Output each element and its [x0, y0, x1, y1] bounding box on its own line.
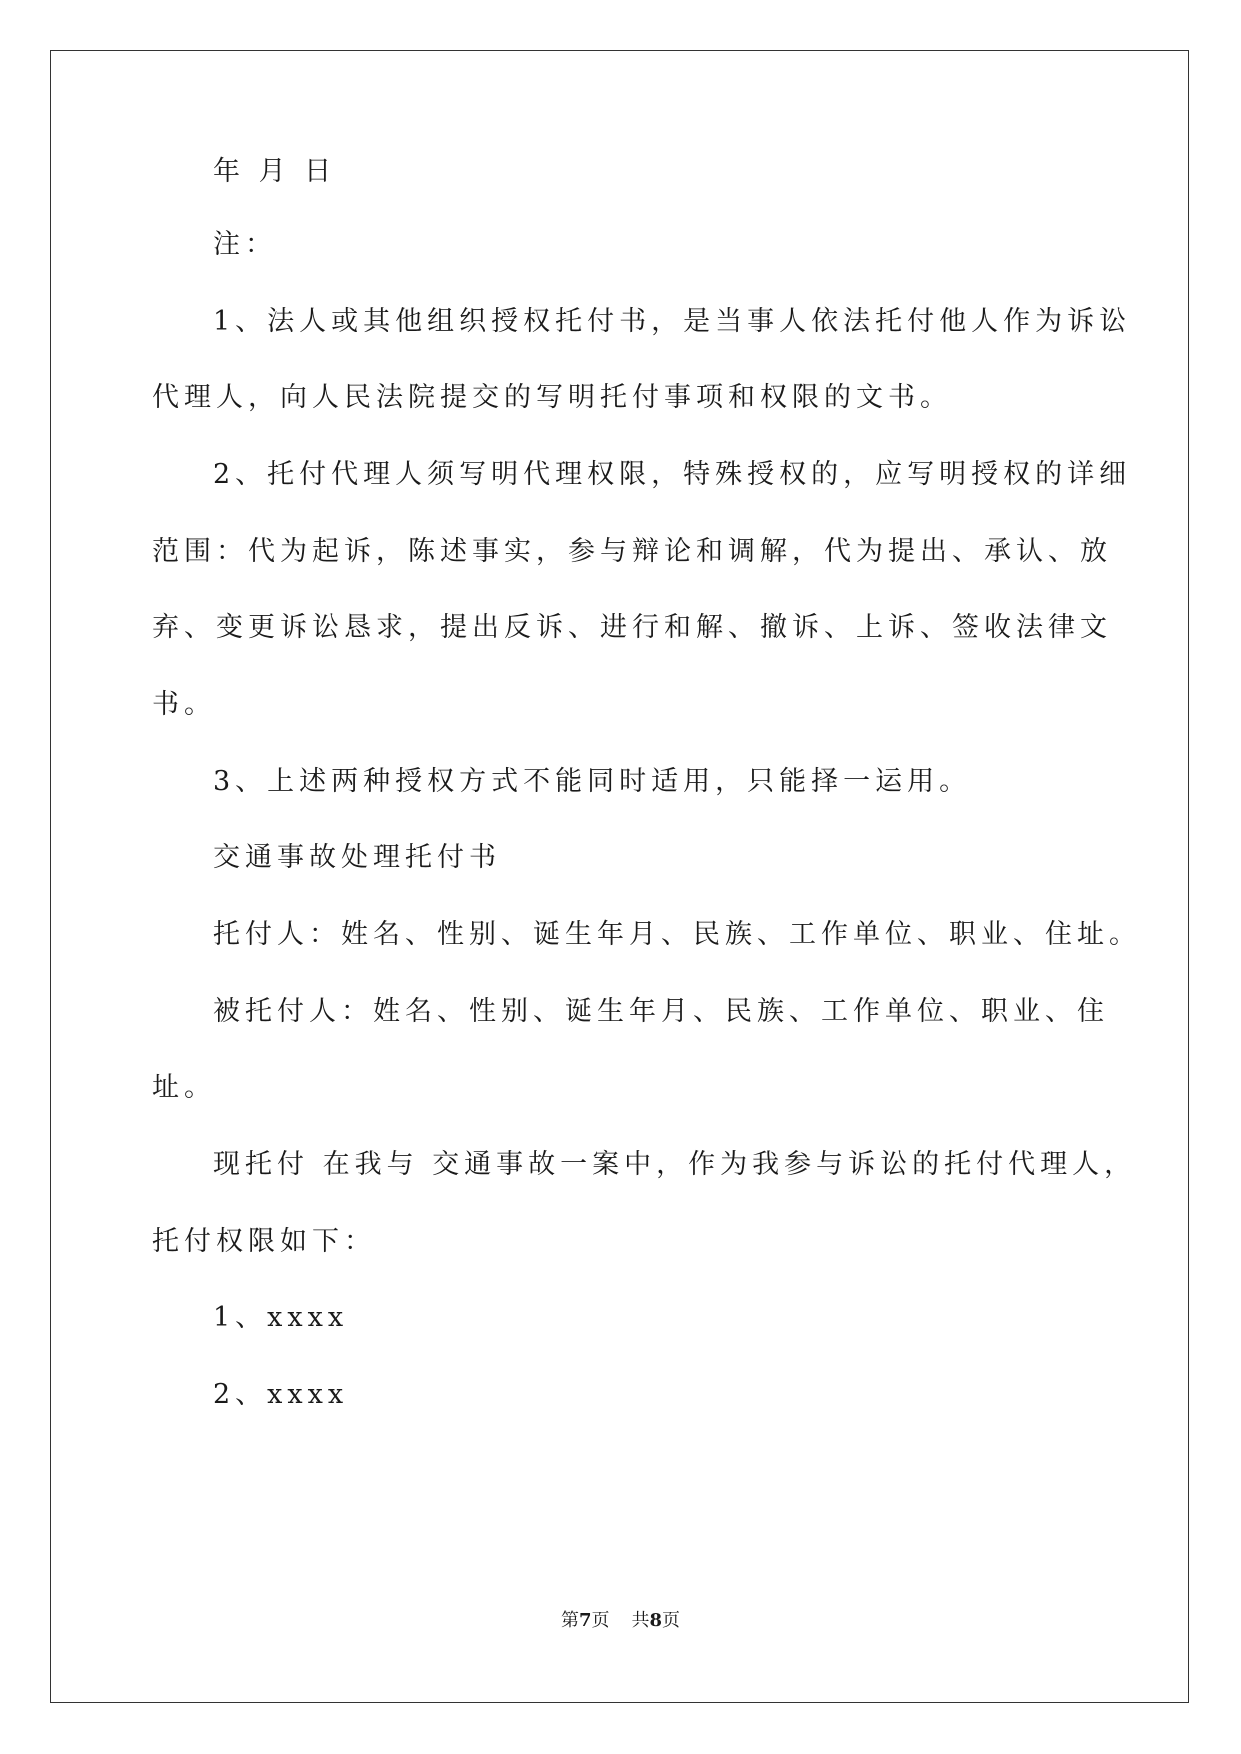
page-border [50, 50, 1189, 1703]
page-unit: 页 [591, 1610, 610, 1631]
principal-line: 托付人：姓名、性别、诞生年月、民族、工作单位、职业、住址。 [213, 919, 1141, 950]
agent-line-1: 被托付人：姓名、性别、诞生年月、民族、工作单位、职业、住 [213, 996, 1109, 1027]
note-1-line-2: 代理人，向人民法院提交的写明托付事项和权限的文书。 [152, 382, 952, 413]
note-2-line-1: 2、托付代理人须写明代理权限，特殊授权的，应写明授权的详细 [213, 459, 1132, 490]
note-2-line-3: 弃、变更诉讼恳求，提出反诉、进行和解、撤诉、上诉、签收法律文 [152, 612, 1112, 643]
note-2-line-4: 书。 [152, 689, 216, 720]
page-current: 7 [578, 1610, 592, 1631]
authority-item-1: 1、xxxx [213, 1302, 349, 1333]
total-unit: 页 [662, 1610, 681, 1631]
page-total: 8 [649, 1610, 663, 1631]
note-3-line: 3、上述两种授权方式不能同时适用，只能择一运用。 [213, 766, 972, 797]
note-1-line-1: 1、法人或其他组织授权托付书，是当事人依法托付他人作为诉讼 [213, 306, 1132, 337]
note-2-line-2: 范围：代为起诉，陈述事实，参与辩论和调解，代为提出、承认、放 [152, 536, 1112, 567]
entrust-line-1: 现托付 在我与 交通事故一案中，作为我参与诉讼的托付代理人， [213, 1149, 1137, 1180]
agent-line-2: 址。 [152, 1072, 216, 1103]
page-prefix: 第 [560, 1610, 579, 1631]
authority-item-2: 2、xxxx [213, 1379, 349, 1410]
total-prefix: 共 [631, 1610, 650, 1631]
page-footer [0, 1606, 1241, 1632]
section-title: 交通事故处理托付书 [213, 842, 501, 873]
entrust-line-2: 托付权限如下： [152, 1226, 376, 1257]
date-line: 年 月 日 [213, 156, 337, 187]
note-heading: 注： [213, 229, 277, 260]
